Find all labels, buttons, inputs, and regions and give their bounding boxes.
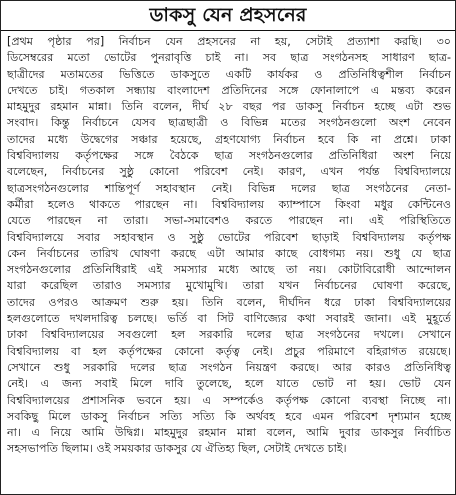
text-line: সবকিছু মিলে ডাকসু নির্বাচন সত্যি সত্যি কি অর্থবহ হবে এমন পরিবেশ দৃশ্যমান হচ্ছে	[7, 409, 451, 423]
text-line: না। এ নিয়ে আমি উদ্বিগ্ন। মাহমুদুর রহমান মান্না বলেন, আমি দুবার ডাকসুর নির্বাচিত	[7, 426, 451, 440]
text-line: বলেছেন, নির্বাচনের সুষ্ঠু কোনো পরিবেশ নেই। কারণ, এখন পর্যন্ত বিশ্ববিদ্যালয়ে	[7, 165, 451, 179]
text-line: তাদের ওপরও আক্রমণ শুরু হয়। তিনি বলেন, দীর্ঘদিন ধরে ঢাকা বিশ্ববিদ্যালয়ের	[7, 295, 451, 309]
text-line: ছাত্রীদের মতামতের ভিত্তিতে ডাকসুতে একটি কার্যকর ও প্রতিনিধিত্বশীল নির্বাচন	[7, 67, 451, 81]
text-line: বিশ্ববিদ্যালয়ের প্রশাসনিক ভবনে হয়। এ সম্পর্কেও কর্তৃপক্ষ কোনো ব্যবস্থা নিচ্ছে না।	[7, 393, 451, 407]
text-line: বিশ্ববিদ্যালয় কর্তৃপক্ষের সঙ্গে বৈঠকে ছাত্র সংগঠনগুলোর প্রতিনিধিরা অংশ নিয়ে	[7, 149, 451, 163]
text-line: তাদের মধ্যে উদ্বেগের সঞ্চার হয়েছে, গ্রহণযোগ্য নির্বাচন হবে কি না প্রশ্নে। ঢাকা	[7, 132, 451, 146]
text-line: যারা করেছিল তারাও সমস্যার মুখোমুখি। তারা যখন নির্বাচনের ঘোষণা করেছে,	[7, 279, 451, 293]
text-line: ঢাকা বিশ্ববিদ্যালয়ের সবগুলো হল সরকারি দলের ছাত্র সংগঠনের দখলে। সেখানে	[7, 328, 451, 342]
text-line: কেন নির্বাচনের তারিখ ঘোষণা করছে এটা আমার কাছে বোধগম্য নয়। শুধু যে ছাত্র	[7, 246, 451, 260]
headline: ডাকসু যেন প্রহসনের	[149, 4, 307, 26]
article-body	[7, 34, 451, 458]
text-line: সহসভাপতি ছিলাম। ওই সময়কার ডাকসুর যে ঐতিহ্য ছিল, সেটাই দেখতে চাই।	[7, 442, 347, 456]
text-line: নেই। এ জন্য সবাই মিলে দাবি তুলেছে, হলে যাতে ভোট না হয়। ভোট যেন	[7, 377, 451, 391]
text-line: সংগঠনগুলোর প্রতিনিধিরাই এই সমস্যার মধ্যে আছে তা নয়। কোটাবিরোধী আন্দোলন	[7, 263, 451, 277]
text-line: যেতে পারছেন না তারা। সভা-সমাবেশও করতে পারছেন না। এই পরিস্থিতিতে	[7, 214, 451, 228]
text-line: দেখতে চাই। গতকাল সন্ধ্যায় বাংলাদেশ প্রতিদিনের সঙ্গে ফোনালাপে এ মন্তব্য করেন	[7, 83, 451, 97]
headline-divider	[1, 30, 455, 31]
text-line: ছাত্রসংগঠনগুলোর শান্তিপূর্ণ সহাবস্থান নেই। বিভিন্ন দলের ছাত্র সংগঠনের নেতা-	[7, 181, 451, 195]
text-line: ডিসেম্বরের মতো ভোটের পুনরাবৃত্তি চাই না। সব ছাত্র সংগঠনসহ সাধারণ ছাত্র-	[7, 51, 451, 65]
text-line: [প্রথম পৃষ্ঠার পর] নির্বাচন যেন প্রহসনের না হয়, সেটাই প্রত্যাশা করছি। ৩০	[7, 35, 451, 48]
text-line: সংবাদ। কিন্তু নির্বাচনে যেসব ছাত্রছাত্রী ও বিভিন্ন মতের সংগঠনগুলো অংশ নেবেন	[7, 116, 451, 130]
text-line: হলগুলোতে দখলদারিত্ব চলছে। ভর্তি বা সিট বাণিজ্যের কথা সবারই জানা। এই মুহূর্তে	[7, 312, 451, 326]
text-line: বিশ্ববিদ্যালয় বা হল কর্তৃপক্ষের কোনো কর্তৃত্ব নেই। প্রচুর পরিমাণে বহিরাগত রয়েছে।	[7, 344, 451, 358]
text-line: মাহমুদুর রহমান মান্না। তিনি বলেন, দীর্ঘ ২৮ বছর পর ডাকসু নির্বাচন হচ্ছে এটা শুভ	[7, 100, 451, 114]
text-line: কর্মীরা হলেও থাকতে পারছেন না। বিশ্ববিদ্যালয় ক্যাম্পাসে কিংবা মধুর কেন্টিনেও	[7, 197, 451, 211]
text-line: সেখানে শুধু সরকারি দলের ছাত্র সংগঠন নিয়ন্ত্রণ করছে। আর কারও প্রতিনিধিত্ব	[7, 360, 451, 374]
text-line: বিশ্ববিদ্যালয়ে সবার সহাবস্থান ও সুষ্ঠু ভোটের পরিবেশ ছাড়াই বিশ্ববিদ্যালয় কর্তৃপক্ষ	[7, 230, 451, 244]
